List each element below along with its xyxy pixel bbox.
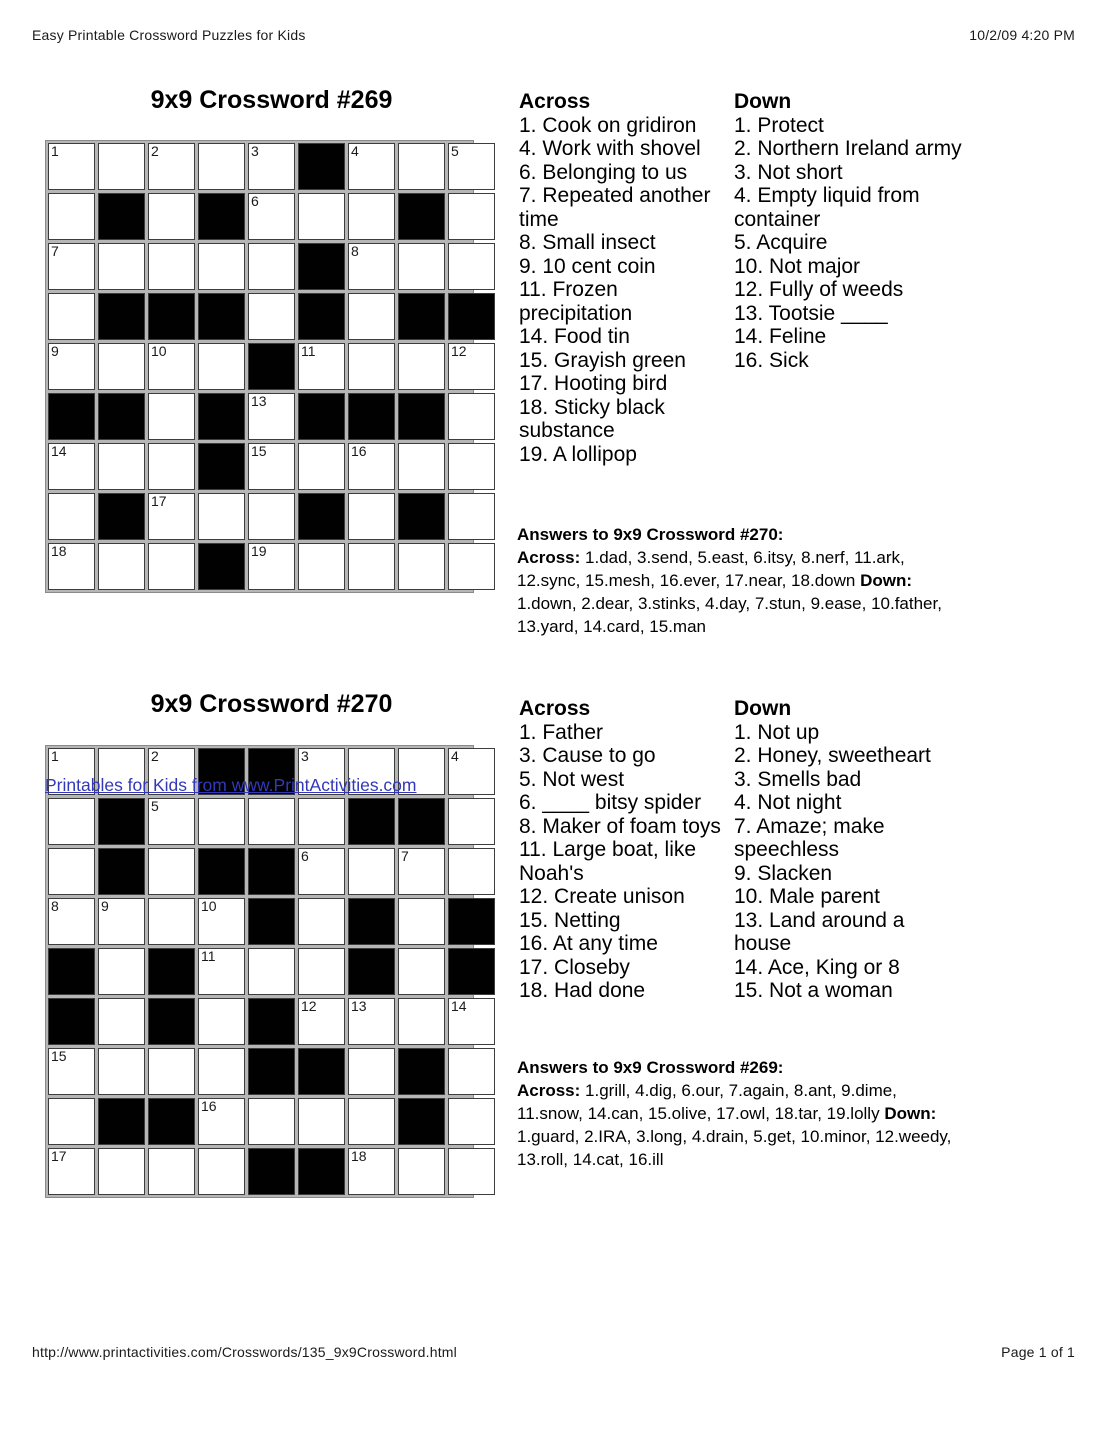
cell-number: 2: [151, 143, 159, 159]
grid-cell: [448, 243, 495, 290]
black-cell: [248, 898, 295, 945]
grid-cell: [48, 898, 95, 945]
cell-number: 10: [201, 898, 217, 914]
grid-cell: [298, 343, 345, 390]
black-cell: [248, 343, 295, 390]
cell-number: 6: [251, 193, 259, 209]
across-clue: 19. A lollipop: [519, 442, 637, 466]
cell-number: 19: [251, 543, 267, 559]
black-cell: [148, 998, 195, 1045]
across-clue: 11. Large boat, like Noah's: [519, 838, 697, 885]
cell-number: 16: [201, 1098, 217, 1114]
cell-number: 8: [351, 243, 359, 259]
across-clue: 9. 10 cent coin: [519, 254, 656, 278]
grid-cell: [148, 343, 195, 390]
puzzle-title-270: 9x9 Crossword #270: [150, 690, 393, 718]
across-answers-label: Across:: [517, 1081, 581, 1100]
grid-cell: [248, 443, 295, 490]
black-cell: [98, 1098, 145, 1145]
grid-cell: [148, 493, 195, 540]
cell-number: 1: [51, 748, 59, 764]
grid-cell: [48, 493, 95, 540]
across-heading: Across: [519, 90, 591, 113]
crossword-grid-270: [45, 745, 474, 1198]
down-clue: 3. Not short: [734, 160, 843, 184]
across-clue: 12. Create unison: [519, 885, 685, 908]
grid-cell: [348, 193, 395, 240]
grid-cell: [298, 948, 345, 995]
black-cell: [48, 948, 95, 995]
grid-cell: [248, 193, 295, 240]
black-cell: [448, 293, 495, 340]
grid-cell: [198, 243, 245, 290]
answer-key-heading: Answers to 9x9 Crossword #270:: [517, 525, 784, 544]
grid-cell: [448, 443, 495, 490]
grid-cell: [298, 543, 345, 590]
grid-cell: [148, 848, 195, 895]
across-clue: 4. Work with shovel: [519, 137, 701, 160]
across-answers: 1.dad, 3.send, 5.east, 6.itsy, 8.nerf, 11.ark, 12.sync, 15.mesh, 16.ever, 17.near, 18.down: [517, 548, 905, 590]
grid-cell: [198, 493, 245, 540]
down-clue: 2. Honey, sweetheart: [734, 744, 931, 767]
cell-number: 1: [51, 143, 59, 159]
print-header-timestamp: 10/2/09 4:20 PM: [969, 27, 1075, 43]
across-clue: 7. Repeated another time: [519, 184, 711, 231]
black-cell: [398, 493, 445, 540]
black-cell: [398, 1048, 445, 1095]
clues-269-down: [734, 90, 965, 372]
black-cell: [398, 798, 445, 845]
grid-cell: [98, 443, 145, 490]
black-cell: [198, 443, 245, 490]
down-clue: 5. Acquire: [734, 231, 828, 254]
grid-cell: [48, 343, 95, 390]
grid-cell: [348, 343, 395, 390]
black-cell: [198, 193, 245, 240]
grid-cell: [398, 998, 445, 1045]
grid-cell: [48, 543, 95, 590]
grid-cell: [298, 898, 345, 945]
grid-cell: [48, 243, 95, 290]
down-clue: 9. Slacken: [734, 861, 833, 885]
down-clue: 14. Feline: [734, 325, 827, 348]
black-cell: [48, 393, 95, 440]
black-cell: [248, 998, 295, 1045]
black-cell: [348, 798, 395, 845]
cell-number: 15: [51, 1048, 67, 1064]
grid-cell: [398, 1148, 445, 1195]
grid-cell: [298, 1098, 345, 1145]
grid-cell: [298, 193, 345, 240]
grid-cell: [348, 1098, 395, 1145]
black-cell: [448, 898, 495, 945]
answer-key-heading: Answers to 9x9 Crossword #269:: [517, 1058, 784, 1077]
grid-cell: [398, 898, 445, 945]
down-clue: 16. Sick: [734, 348, 809, 372]
black-cell: [198, 543, 245, 590]
black-cell: [198, 293, 245, 340]
black-cell: [298, 493, 345, 540]
grid-cell: [348, 848, 395, 895]
grid-cell: [448, 1048, 495, 1095]
down-heading: Down: [734, 697, 792, 720]
grid-cell: [198, 1098, 245, 1145]
grid-cell: [198, 143, 245, 190]
grid-cell: [398, 143, 445, 190]
across-clue: 18. Had done: [519, 979, 646, 1002]
grid-cell: [198, 343, 245, 390]
print-header-title: Easy Printable Crossword Puzzles for Kids: [32, 27, 306, 43]
grid-cell: [348, 443, 395, 490]
black-cell: [98, 293, 145, 340]
cell-number: 13: [251, 393, 267, 409]
grid-cell: [98, 1048, 145, 1095]
black-cell: [248, 1148, 295, 1195]
grid-cell: [448, 848, 495, 895]
clues-269-across: [519, 90, 734, 466]
across-clue: 17. Closeby: [519, 955, 630, 979]
down-clue: 1. Protect: [734, 113, 824, 137]
grid-cell: [48, 1148, 95, 1195]
grid-cell: [298, 443, 345, 490]
black-cell: [148, 948, 195, 995]
grid-cell: [198, 1048, 245, 1095]
grid-cell: [198, 948, 245, 995]
grid-cell: [448, 343, 495, 390]
black-cell: [348, 948, 395, 995]
print-footer-url: http://www.printactivities.com/Crosswords/135_9x9Crossword.html: [32, 1344, 457, 1360]
black-cell: [398, 293, 445, 340]
grid-cell: [448, 493, 495, 540]
black-cell: [248, 1048, 295, 1095]
grid-cell: [148, 1048, 195, 1095]
grid-cell: [448, 1148, 495, 1195]
grid-cell: [398, 543, 445, 590]
answer-key-269: [517, 1056, 963, 1171]
grid-cell: [348, 243, 395, 290]
down-clue: 1. Not up: [734, 720, 820, 744]
grid-cell: [48, 1098, 95, 1145]
grid-cell: [148, 898, 195, 945]
across-clue: 1. Cook on gridiron: [519, 113, 697, 137]
grid-cell: [148, 143, 195, 190]
across-clue: 6. Belonging to us: [519, 160, 688, 184]
cell-number: 14: [51, 443, 67, 459]
black-cell: [98, 393, 145, 440]
across-answers: 1.grill, 4.dig, 6.our, 7.again, 8.ant, 9.dime, 11.snow, 14.can, 15.olive, 17.owl, 18.tar, 19.lolly: [517, 1081, 897, 1123]
grid-cell: [148, 543, 195, 590]
grid-cell: [148, 243, 195, 290]
down-clue: 15. Not a woman: [734, 979, 893, 1002]
grid-cell: [148, 798, 195, 845]
grid-cell: [448, 748, 495, 795]
grid-cell: [198, 898, 245, 945]
cell-number: 17: [51, 1148, 67, 1164]
cell-number: 11: [201, 948, 216, 964]
grid-cell: [348, 293, 395, 340]
cell-number: 17: [151, 493, 167, 509]
cell-number: 12: [451, 343, 467, 359]
grid-cell: [398, 848, 445, 895]
grid-cell: [98, 243, 145, 290]
clues-270-down: [734, 697, 965, 1003]
grid-cell: [148, 393, 195, 440]
across-clue: 16. At any time: [519, 932, 658, 955]
grid-cell: [248, 948, 295, 995]
clues-270-across: [519, 697, 734, 1003]
down-heading: Down: [734, 90, 792, 113]
cell-number: 3: [251, 143, 259, 159]
down-answers-label: Down:: [884, 1104, 937, 1123]
cell-number: 3: [301, 748, 309, 764]
across-heading: Across: [519, 697, 591, 720]
grid-cell: [148, 443, 195, 490]
cell-number: 7: [51, 243, 59, 259]
across-clue: 14. Food tin: [519, 325, 630, 348]
cell-number: 18: [351, 1148, 367, 1164]
cell-number: 4: [351, 143, 359, 159]
black-cell: [298, 143, 345, 190]
across-answers-label: Across:: [517, 548, 581, 567]
black-cell: [398, 393, 445, 440]
cell-number: 10: [151, 343, 167, 359]
black-cell: [298, 243, 345, 290]
across-clue: 15. Grayish green: [519, 348, 686, 372]
down-clue: 3. Smells bad: [734, 767, 862, 791]
grid-cell: [48, 798, 95, 845]
grid-cell: [348, 1148, 395, 1195]
grid-cell: [448, 143, 495, 190]
black-cell: [198, 848, 245, 895]
cell-number: 7: [401, 848, 409, 864]
black-cell: [48, 998, 95, 1045]
grid-cell: [248, 1098, 295, 1145]
puzzle-title-269: 9x9 Crossword #269: [150, 86, 393, 114]
grid-cell: [248, 293, 295, 340]
grid-cell: [198, 998, 245, 1045]
down-answers-label: Down:: [860, 571, 913, 590]
grid-cell: [248, 493, 295, 540]
black-cell: [298, 293, 345, 340]
cell-number: 12: [301, 998, 317, 1014]
cell-number: 16: [351, 443, 367, 459]
down-answers: 1.down, 2.dear, 3.stinks, 4.day, 7.stun, 9.ease, 10.father, 13.yard, 14.card, 15.man: [517, 594, 942, 636]
grid-cell: [48, 848, 95, 895]
grid-cell: [348, 543, 395, 590]
grid-cell: [398, 948, 445, 995]
across-clue: 3. Cause to go: [519, 744, 656, 767]
grid-cell: [98, 898, 145, 945]
answer-key-270: [517, 523, 963, 638]
printactivities-link[interactable]: Printables for Kids from www.PrintActivities.com: [45, 775, 417, 795]
grid-cell: [98, 998, 145, 1045]
black-cell: [98, 798, 145, 845]
grid-cell: [298, 798, 345, 845]
black-cell: [398, 193, 445, 240]
black-cell: [398, 1098, 445, 1145]
cell-number: 18: [51, 543, 67, 559]
grid-cell: [48, 1048, 95, 1095]
black-cell: [248, 848, 295, 895]
black-cell: [298, 393, 345, 440]
grid-cell: [198, 798, 245, 845]
grid-cell: [448, 1098, 495, 1145]
grid-cell: [448, 393, 495, 440]
cell-number: 14: [451, 998, 467, 1014]
cell-number: 5: [151, 798, 159, 814]
grid-cell: [348, 493, 395, 540]
down-clue: 10. Male parent: [734, 885, 880, 908]
crossword-grid-269: [45, 140, 474, 593]
down-clue: 7. Amaze; make speechless: [734, 814, 885, 861]
down-clue: 4. Not night: [734, 791, 842, 814]
black-cell: [98, 493, 145, 540]
across-clue: 18. Sticky black substance: [519, 395, 665, 442]
cell-number: 6: [301, 848, 309, 864]
grid-cell: [248, 543, 295, 590]
down-clue: 13. Tootsie ____: [734, 301, 888, 325]
down-clue: 4. Empty liquid from container: [734, 184, 920, 231]
grid-cell: [248, 393, 295, 440]
grid-cell: [98, 543, 145, 590]
black-cell: [348, 393, 395, 440]
grid-cell: [98, 343, 145, 390]
cell-number: 9: [51, 343, 59, 359]
across-clue: 1. Father: [519, 720, 604, 744]
grid-cell: [98, 143, 145, 190]
down-clue: 12. Fully of weeds: [734, 278, 904, 301]
black-cell: [348, 898, 395, 945]
grid-cell: [398, 443, 445, 490]
grid-cell: [248, 798, 295, 845]
cell-number: 13: [351, 998, 367, 1014]
cell-number: 8: [51, 898, 59, 914]
grid-cell: [348, 1048, 395, 1095]
across-clue: 11. Frozen precipitation: [519, 278, 633, 325]
black-cell: [198, 393, 245, 440]
grid-cell: [398, 243, 445, 290]
black-cell: [448, 948, 495, 995]
across-clue: 8. Maker of foam toys: [519, 814, 721, 838]
grid-cell: [148, 193, 195, 240]
black-cell: [148, 293, 195, 340]
grid-cell: [98, 948, 145, 995]
black-cell: [298, 1148, 345, 1195]
cell-number: 9: [101, 898, 109, 914]
black-cell: [98, 848, 145, 895]
grid-cell: [448, 193, 495, 240]
across-clue: 15. Netting: [519, 908, 621, 932]
cell-number: 4: [451, 748, 459, 764]
grid-cell: [248, 243, 295, 290]
black-cell: [98, 193, 145, 240]
grid-cell: [298, 848, 345, 895]
across-clue: 8. Small insect: [519, 231, 656, 254]
grid-cell: [248, 143, 295, 190]
print-footer-page: Page 1 of 1: [1001, 1344, 1075, 1360]
cell-number: 2: [151, 748, 159, 764]
cell-number: 15: [251, 443, 267, 459]
grid-cell: [48, 293, 95, 340]
grid-cell: [448, 798, 495, 845]
across-clue: 6. ____ bitsy spider: [519, 791, 702, 814]
grid-cell: [198, 1148, 245, 1195]
grid-cell: [98, 1148, 145, 1195]
down-clue: 2. Northern Ireland army: [734, 137, 962, 160]
across-clue: 17. Hooting bird: [519, 372, 668, 395]
cell-number: 5: [451, 143, 459, 159]
down-answers: 1.guard, 2.IRA, 3.long, 4.drain, 5.get, 10.minor, 12.weedy, 13.roll, 14.cat, 16.ill: [517, 1127, 952, 1169]
grid-cell: [148, 1148, 195, 1195]
black-cell: [298, 1048, 345, 1095]
grid-cell: [448, 998, 495, 1045]
down-clue: 13. Land around a house: [734, 908, 905, 955]
grid-cell: [348, 143, 395, 190]
grid-cell: [48, 143, 95, 190]
grid-cell: [398, 343, 445, 390]
down-clue: 14. Ace, King or 8: [734, 955, 900, 979]
grid-cell: [448, 543, 495, 590]
grid-cell: [298, 998, 345, 1045]
cell-number: 11: [301, 343, 316, 359]
grid-cell: [348, 998, 395, 1045]
grid-cell: [48, 193, 95, 240]
down-clue: 10. Not major: [734, 254, 861, 278]
black-cell: [148, 1098, 195, 1145]
grid-cell: [48, 443, 95, 490]
across-clue: 5. Not west: [519, 767, 625, 791]
